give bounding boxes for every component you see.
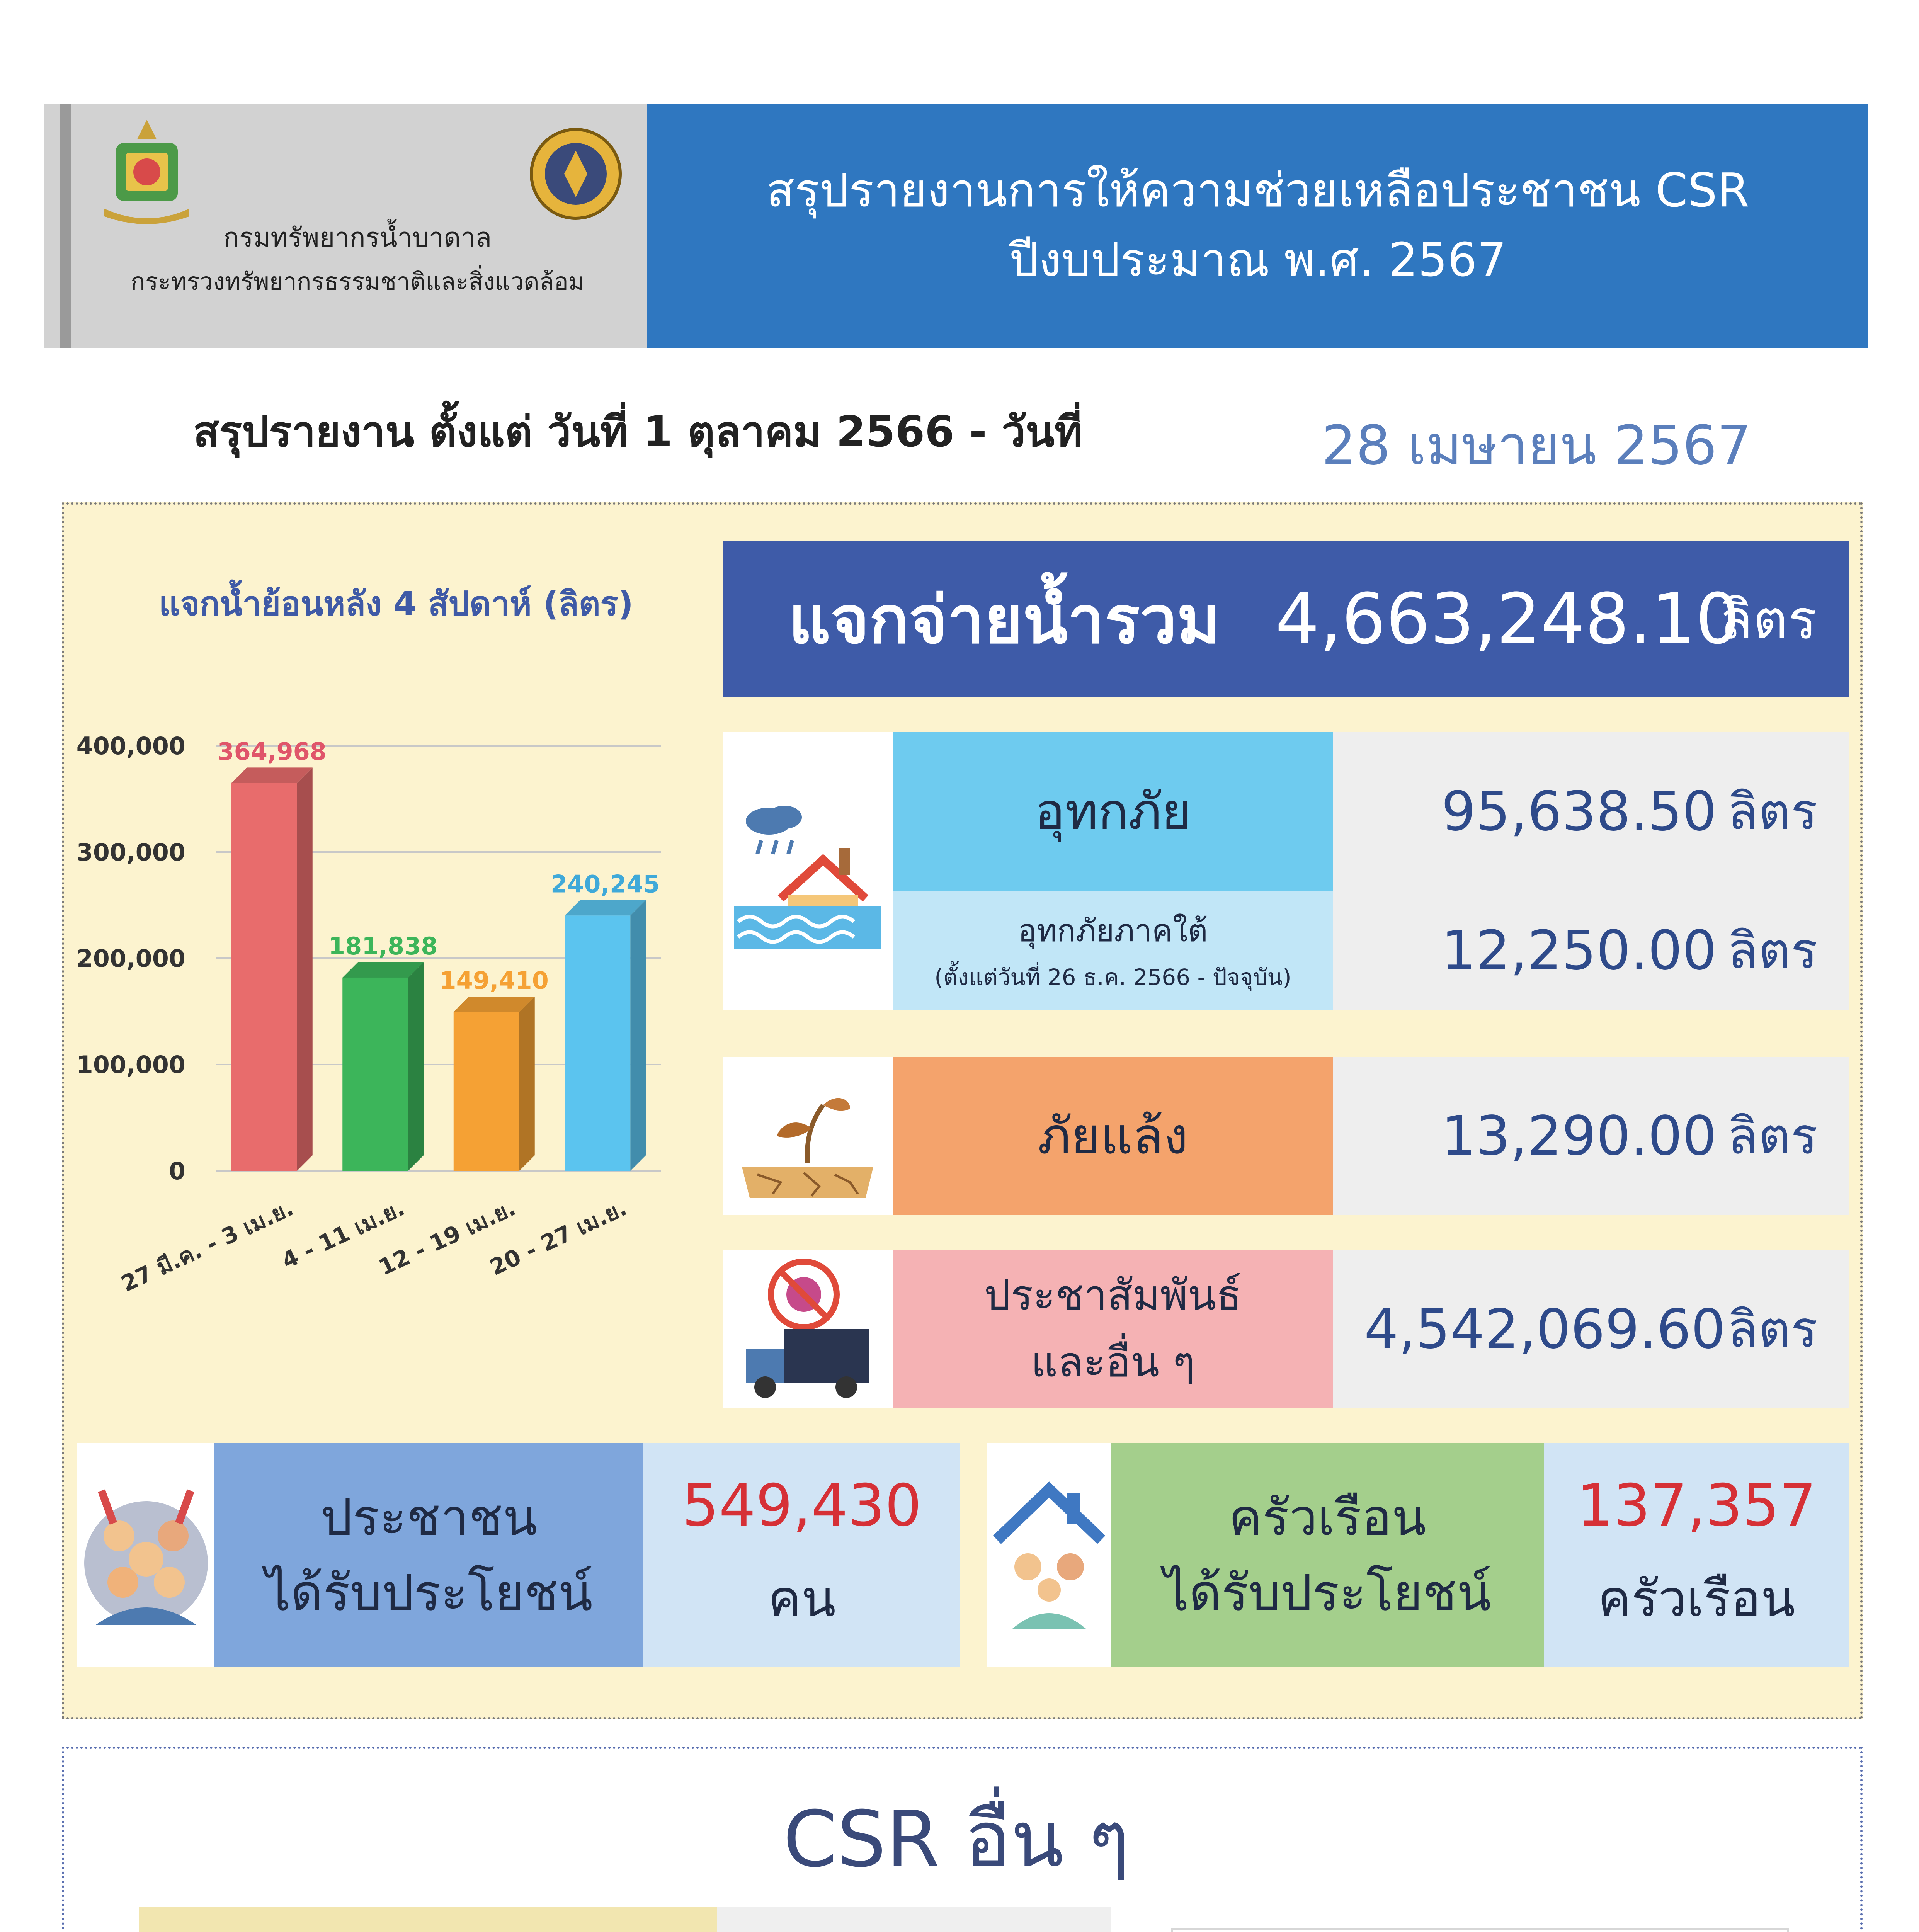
- org-name: กรมทรัพยากรน้ำบาดาล: [223, 223, 492, 253]
- x-category-label: 12 - 19 เม.ย.: [374, 1194, 520, 1281]
- drought-value-cell: [1333, 1057, 1849, 1215]
- bar-value-label: 181,838: [328, 932, 438, 960]
- drought-unit: ลิตร: [1727, 1107, 1818, 1165]
- household-value-cell: [1544, 1443, 1849, 1667]
- department-seal-icon: [529, 124, 622, 228]
- dry-plant-icon: [734, 1066, 881, 1206]
- bar-value-label: 240,245: [551, 870, 660, 898]
- flood-south-label: อุทกภัยภาคใต้: [1018, 913, 1208, 949]
- report-title-banner: [647, 104, 1868, 348]
- bar-value-label: 149,410: [439, 966, 549, 995]
- ministry-name: กระทรวงทรัพยากรธรรมชาติและสิ่งแวดล้อม: [131, 267, 584, 296]
- csr-row-value-cell: [717, 1907, 1111, 1932]
- flood-label-cell: [893, 732, 1333, 891]
- bar-side: [408, 962, 424, 1171]
- people-label-cell: [214, 1443, 643, 1667]
- people-unit: คน: [768, 1569, 836, 1628]
- total-water-label: แจกจ่ายน้ำรวม: [788, 582, 1220, 658]
- pie-chart-frame: [1171, 1928, 1789, 1932]
- bar: [342, 978, 408, 1171]
- y-tick-label: 300,000: [76, 838, 185, 866]
- household-label-cell: [1111, 1443, 1544, 1667]
- flood-south-value: 12,250.00: [1441, 919, 1717, 982]
- drought-label-cell: [893, 1057, 1333, 1215]
- report-range: สรุปรายงาน ตั้งแต่ วันที่ 1 ตุลาคม 2566 - วันที่: [193, 407, 1083, 456]
- total-water-unit: ลิตร: [1720, 588, 1817, 651]
- report-title: สรุปรายงานการให้ความช่วยเหลือประชาชน CSR: [766, 164, 1750, 218]
- weekly-water-bar-chart: [76, 715, 688, 1325]
- pr-value-cell: [1333, 1250, 1849, 1408]
- pr-label-cell: [893, 1250, 1333, 1408]
- drought-value: 13,290.00: [1441, 1104, 1717, 1168]
- flood-icon-cell: [723, 732, 893, 1010]
- chart-title: แจกน้ำย้อนหลัง 4 สัปดาห์ (ลิตร): [158, 585, 634, 623]
- y-tick-label: 200,000: [76, 944, 185, 973]
- drought-icon-cell: [723, 1057, 893, 1215]
- drought-label: ภัยแล้ง: [1038, 1107, 1188, 1165]
- pr-label-line1: ประชาสัมพันธ์: [984, 1271, 1242, 1320]
- y-tick-label: 0: [168, 1157, 185, 1185]
- flood-south-value-cell: [1333, 891, 1849, 1010]
- pr-icon-cell: [723, 1250, 893, 1408]
- pr-unit: ลิตร: [1727, 1300, 1818, 1359]
- ministry-emblem-icon: [89, 116, 205, 232]
- bar: [231, 783, 297, 1171]
- x-category-label: 27 มี.ค. - 3 เม.ย.: [117, 1194, 298, 1297]
- house-family-icon: [989, 1474, 1109, 1636]
- household-unit: ครัวเรือน: [1597, 1569, 1795, 1628]
- household-icon-cell: [987, 1443, 1111, 1667]
- virus-truck-icon: [730, 1252, 885, 1406]
- people-value-cell: [643, 1443, 960, 1667]
- people-label-line1: ประชาชน: [320, 1488, 538, 1547]
- csr-row-unit: [956, 1907, 1111, 1932]
- flood-label: อุทกภัย: [1034, 782, 1191, 841]
- report-end-date: 28 เมษายน 2567: [1322, 414, 1752, 477]
- header-stripe: [60, 104, 71, 348]
- flood-value: 95,638.50: [1441, 780, 1717, 843]
- crowd-icon: [80, 1474, 212, 1636]
- household-label-line1: ครัวเรือน: [1228, 1488, 1426, 1547]
- flood-house-icon: [726, 790, 889, 952]
- total-water-value: 4,663,248.10: [1275, 579, 1740, 660]
- total-water-box: [723, 541, 1849, 697]
- bar: [565, 915, 630, 1171]
- bar-value-label: 364,968: [217, 737, 327, 766]
- household-value: 137,357: [1576, 1472, 1817, 1539]
- y-tick-label: 100,000: [76, 1051, 185, 1079]
- people-icon-cell: [77, 1443, 214, 1667]
- bar-side: [519, 997, 535, 1171]
- x-category-label: 4 - 11 เม.ย.: [277, 1194, 409, 1274]
- bar-side: [297, 767, 313, 1171]
- other-csr-title: CSR อื่น ๆ: [783, 1794, 1130, 1884]
- pr-value: 4,542,069.60: [1364, 1298, 1726, 1361]
- fiscal-year: ปีงบประมาณ พ.ศ. 2567: [1009, 233, 1507, 287]
- csr-row-value: [717, 1907, 956, 1932]
- people-label-line2: ได้รับประโยชน์: [265, 1563, 593, 1622]
- x-category-label: 20 - 27 เม.ย.: [486, 1194, 631, 1281]
- flood-unit: ลิตร: [1727, 782, 1818, 841]
- pr-label-line2: และอื่น ๆ: [1031, 1338, 1195, 1386]
- people-value: 549,430: [682, 1472, 922, 1539]
- flood-south-unit: ลิตร: [1727, 921, 1818, 980]
- csr-row-label-cell: [139, 1907, 717, 1932]
- bar: [454, 1012, 519, 1171]
- flood-south-label-cell: [893, 891, 1333, 1010]
- y-tick-label: 400,000: [76, 732, 185, 760]
- flood-south-period: (ตั้งแต่วันที่ 26 ธ.ค. 2566 - ปัจจุบัน): [934, 964, 1291, 990]
- household-label-line2: ได้รับประโยชน์: [1164, 1563, 1491, 1622]
- bar-side: [630, 900, 646, 1171]
- flood-value-cell: [1333, 732, 1849, 891]
